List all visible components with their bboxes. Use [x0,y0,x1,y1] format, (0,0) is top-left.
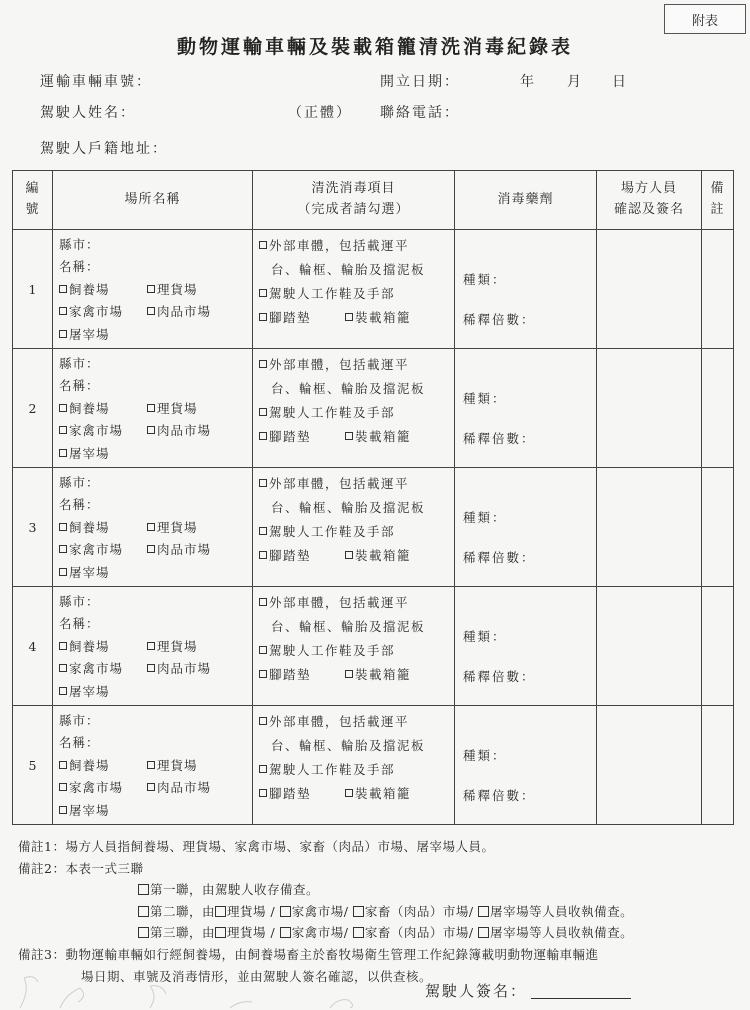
item-footmat[interactable]: 腳踏墊 [259,663,345,687]
site-type-row [59,279,252,301]
row-number: 2 [13,349,53,468]
agent-type-field[interactable]: 種類： [463,391,507,406]
copy-2-meat-checkbox[interactable] [353,906,364,917]
checkbox-icon [147,523,155,531]
checkbox-icon [345,313,353,321]
site-type-slaughter[interactable]: 屠宰場 [59,562,252,584]
copy-3-poultry-checkbox[interactable] [280,927,291,938]
remark-cell[interactable] [702,587,734,706]
row-number: 3 [13,468,53,587]
checkbox-icon [59,449,67,457]
checkbox-icon [259,551,267,559]
checkbox-icon [147,642,155,650]
signature-label: 駕駛人簽名： [425,982,528,1000]
checkbox-icon [345,670,353,678]
agent-dilution-field[interactable]: 稀釋倍數： [463,788,536,803]
staff-signature-cell[interactable] [597,706,702,825]
checkbox-icon [147,664,155,672]
site-type-poultry[interactable]: 家禽市場 [59,777,147,799]
site-type-slaughter[interactable]: 屠宰場 [59,800,252,822]
staff-signature-cell[interactable] [597,230,702,349]
table-row [13,706,734,825]
item-footmat[interactable]: 腳踏墊 [259,782,345,806]
checkbox-icon [59,761,67,769]
item-pair [259,782,454,806]
site-type-slaughter[interactable]: 屠宰場 [59,681,252,703]
disinfection-log-table [12,170,734,825]
remark-cell[interactable] [702,349,734,468]
items-cell [253,230,455,349]
agent-type-field[interactable]: 種類： [463,510,507,525]
item-shoes-hands[interactable]: 駕駛人工作鞋及手部 [259,282,454,306]
checkbox-icon [345,551,353,559]
checkbox-icon [147,545,155,553]
site-cell [53,587,253,706]
checkbox-icon [59,523,67,531]
item-exterior-cont: 台、輪框、輪胎及擋泥板 [271,381,426,396]
items-cell [253,587,455,706]
item-pair [259,544,454,568]
checkbox-icon [345,432,353,440]
remark-cell[interactable] [702,706,734,825]
site-type-meat[interactable]: 肉品市場 [147,658,235,680]
item-cage[interactable]: 裝載箱籠 [345,310,411,325]
agent-cell [455,587,597,706]
site-type-row [59,658,252,680]
site-type-poultry[interactable]: 家禽市場 [59,420,147,442]
county-field[interactable]: 縣市： [59,713,100,728]
year-label: 年 [520,74,536,90]
copy-2-slaughter-checkbox[interactable] [478,906,489,917]
item-shoes-hands[interactable]: 駕駛人工作鞋及手部 [259,639,454,663]
print-hint-label: （正體） [288,105,352,121]
site-name-field[interactable]: 名稱： [59,259,100,275]
site-cell [53,468,253,587]
site-type-meat[interactable]: 肉品市場 [147,301,235,323]
site-type-row [59,755,252,777]
item-exterior[interactable]: 外部車體，包括載運平 [259,234,454,258]
site-type-row [59,636,252,658]
checkbox-icon [259,289,267,297]
agent-dilution-field[interactable]: 稀釋倍數： [463,669,536,684]
site-type-row [59,301,252,323]
site-type-row [59,517,252,539]
item-pair [259,425,454,449]
county-field[interactable]: 縣市： [59,237,100,252]
checkbox-icon [259,670,267,678]
site-type-meat[interactable]: 肉品市場 [147,420,235,442]
checkbox-icon [147,426,155,434]
checkbox-icon [259,408,267,416]
site-type-farm[interactable]: 飼養場 [59,636,147,658]
agent-dilution-field[interactable]: 稀釋倍數： [463,312,536,327]
site-type-row [59,398,252,420]
copy-1-checkbox[interactable] [138,884,149,895]
attachment-tag: 附表 [664,4,746,34]
item-cage[interactable]: 裝載箱籠 [345,548,411,563]
item-exterior[interactable]: 外部車體，包括載運平 [259,472,454,496]
note-3-continued: 場日期、車號及消毒情形，並由駕駛人簽名確認，以供查核。 [81,968,433,984]
site-type-farm[interactable]: 飼養場 [59,755,147,777]
table-row [13,349,734,468]
staff-signature-cell[interactable] [597,468,702,587]
item-pair [259,663,454,687]
checkbox-icon [59,664,67,672]
copy-3-wholesale-checkbox[interactable] [215,927,226,938]
site-type-meat[interactable]: 肉品市場 [147,777,235,799]
site-type-wholesale[interactable]: 理貨場 [147,398,235,420]
checkbox-icon [147,761,155,769]
site-cell [53,230,253,349]
checkbox-icon [59,307,67,315]
checkbox-icon [259,646,267,654]
item-exterior[interactable]: 外部車體，包括載運平 [259,710,454,734]
checkbox-icon [259,765,267,773]
site-name-field[interactable]: 名稱： [59,497,100,513]
site-type-farm[interactable]: 飼養場 [59,398,147,420]
driver-name-label: 駕駛人姓名： [40,105,136,121]
site-type-wholesale[interactable]: 理貨場 [147,517,235,539]
site-type-slaughter[interactable]: 屠宰場 [59,443,252,465]
item-exterior-cont: 台、輪框、輪胎及擋泥板 [271,738,426,753]
remark-cell[interactable] [702,468,734,587]
checkbox-icon [59,545,67,553]
agent-type-field[interactable]: 種類： [463,629,507,644]
site-name-field[interactable]: 名稱： [59,616,100,632]
item-footmat[interactable]: 腳踏墊 [259,306,345,330]
note-3: 備註3：動物運輸車輛如行經飼養場，由飼養場畜主於畜牧場衛生管理工作紀錄簿載明動物運輸車輛進 [18,946,599,962]
items-cell [253,349,455,468]
signature-line[interactable] [531,998,631,999]
address-label: 駕駛人戶籍地址： [40,141,168,157]
site-cell [53,349,253,468]
item-shoes-hands[interactable]: 駕駛人工作鞋及手部 [259,401,454,425]
items-cell [253,706,455,825]
agent-cell [455,468,597,587]
note-1: 備註1：場方人員指飼養場、理貨場、家禽市場、家畜（肉品）市場、屠宰場人員。 [18,839,495,854]
agent-type-field[interactable]: 種類： [463,748,507,763]
item-pair [259,306,454,330]
item-footmat[interactable]: 腳踏墊 [259,544,345,568]
form-title: 動物運輸車輛及裝載箱籠清洗消毒紀錄表 [176,36,573,58]
day-label: 日 [612,74,628,90]
row-number: 5 [13,706,53,825]
item-exterior-cont: 台、輪框、輪胎及擋泥板 [271,262,426,277]
remark-cell[interactable] [702,230,734,349]
items-cell [253,468,455,587]
table-header-row [13,171,734,230]
item-shoes-hands[interactable]: 駕駛人工作鞋及手部 [259,758,454,782]
checkbox-icon [59,687,67,695]
item-cage[interactable]: 裝載箱籠 [345,667,411,682]
month-label: 月 [567,74,583,90]
note-2: 備註2：本表一式三聯 [18,860,144,876]
header-items: 清洗消毒項目 （完成者請勾選） [253,171,455,230]
table-row [13,468,734,587]
vehicle-no-label: 運輸車輛車號： [40,74,152,90]
site-type-wholesale[interactable]: 理貨場 [147,755,235,777]
agent-cell [455,349,597,468]
checkbox-icon [59,285,67,293]
copy-3-meat-checkbox[interactable] [353,927,364,938]
county-field[interactable]: 縣市： [59,594,100,609]
site-name-field[interactable]: 名稱： [59,378,100,394]
copy-3-checkbox[interactable] [138,927,149,938]
issue-date-label: 開立日期： [380,74,460,90]
checkbox-icon [259,527,267,535]
site-type-meat[interactable]: 肉品市場 [147,539,235,561]
item-exterior[interactable]: 外部車體，包括載運平 [259,591,454,615]
site-type-row [59,539,252,561]
header-staff: 場方人員 確認及簽名 [597,171,702,230]
item-cage[interactable]: 裝載箱籠 [345,429,411,444]
checkbox-icon [59,783,67,791]
checkbox-icon [59,330,67,338]
item-shoes-hands[interactable]: 駕駛人工作鞋及手部 [259,520,454,544]
phone-label: 聯絡電話： [380,105,460,121]
staff-signature-cell[interactable] [597,587,702,706]
driver-signature [425,980,631,1001]
site-type-row [59,777,252,799]
header-number: 編 號 [13,171,53,230]
agent-dilution-field[interactable]: 稀釋倍數： [463,431,536,446]
site-type-poultry[interactable]: 家禽市場 [59,658,147,680]
checkbox-icon [259,432,267,440]
item-exterior[interactable]: 外部車體，包括載運平 [259,353,454,377]
checkbox-icon [147,307,155,315]
copy-3-slaughter-checkbox[interactable] [478,927,489,938]
header-site-name: 場所名稱 [53,171,253,230]
agent-cell [455,706,597,825]
county-field[interactable]: 縣市： [59,356,100,371]
checkbox-icon [259,241,267,249]
checkbox-icon [147,404,155,412]
county-field[interactable]: 縣市： [59,475,100,490]
item-footmat[interactable]: 腳踏墊 [259,425,345,449]
checkbox-icon [259,717,267,725]
checkbox-icon [259,360,267,368]
site-type-slaughter[interactable]: 屠宰場 [59,324,252,346]
site-type-wholesale[interactable]: 理貨場 [147,636,235,658]
agent-cell [455,230,597,349]
row-number: 1 [13,230,53,349]
checkbox-icon [59,806,67,814]
copy-2-checkbox[interactable] [138,906,149,917]
header-remark: 備 註 [702,171,734,230]
notes-section [18,836,743,987]
table-row [13,230,734,349]
checkbox-icon [59,426,67,434]
copy-2-wholesale-checkbox[interactable] [215,906,226,917]
item-exterior-cont: 台、輪框、輪胎及擋泥板 [271,500,426,515]
checkbox-icon [259,598,267,606]
agent-type-field[interactable]: 種類： [463,272,507,287]
site-type-farm[interactable]: 飼養場 [59,279,147,301]
checkbox-icon [59,568,67,576]
copy-2-poultry-checkbox[interactable] [280,906,291,917]
checkbox-icon [59,642,67,650]
header-agent: 消毒藥劑 [455,171,597,230]
checkbox-icon [147,783,155,791]
site-name-field[interactable]: 名稱： [59,735,100,751]
item-exterior-cont: 台、輪框、輪胎及擋泥板 [271,619,426,634]
checkbox-icon [259,479,267,487]
checkbox-icon [259,313,267,321]
table-row [13,587,734,706]
copy-2-line: 第二聯，由 理貨場 / 家禽市場/ 家畜（肉品）市場/ 屠宰場等人員收執備查。 [18,901,743,923]
checkbox-icon [59,404,67,412]
item-cage[interactable]: 裝載箱籠 [345,786,411,801]
copy-3-line: 第三聯，由 理貨場 / 家禽市場/ 家畜（肉品）市場/ 屠宰場等人員收執備查。 [18,922,743,944]
staff-signature-cell[interactable] [597,349,702,468]
site-type-row [59,420,252,442]
row-number: 4 [13,587,53,706]
site-type-farm[interactable]: 飼養場 [59,517,147,539]
site-type-poultry[interactable]: 家禽市場 [59,301,147,323]
copy-1-line: 第一聯，由駕駛人收存備查。 [18,879,743,901]
checkbox-icon [147,285,155,293]
checkbox-icon [345,789,353,797]
site-type-wholesale[interactable]: 理貨場 [147,279,235,301]
site-cell [53,706,253,825]
checkbox-icon [259,789,267,797]
site-type-poultry[interactable]: 家禽市場 [59,539,147,561]
agent-dilution-field[interactable]: 稀釋倍數： [463,550,536,565]
